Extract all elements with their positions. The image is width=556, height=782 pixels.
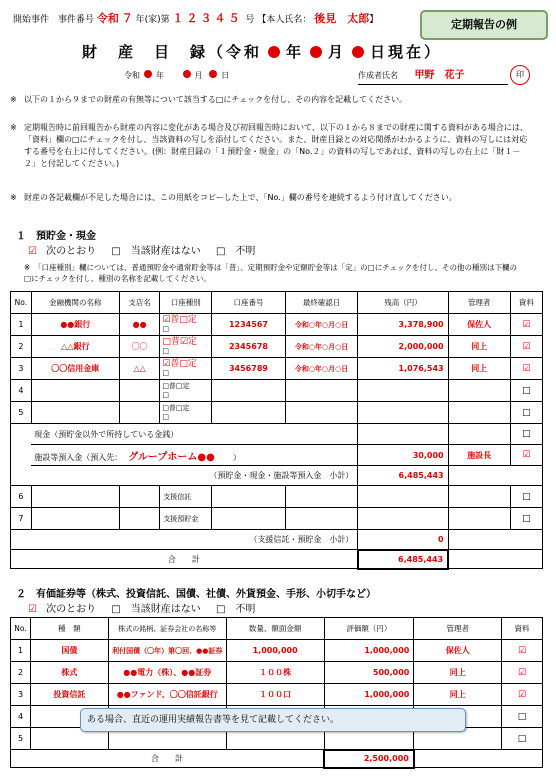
type-checkbox: □普☑定 [162, 336, 197, 347]
row-no: 4 [11, 706, 31, 728]
manager[interactable] [448, 380, 510, 402]
table-row [11, 402, 543, 424]
type-other-checkbox: □ [162, 390, 169, 399]
option-unknown[interactable]: □ 不明 [215, 246, 256, 257]
case-label: 開始事件 事件番号 [13, 15, 95, 25]
valuation: 500,000 [324, 662, 414, 684]
account-number: 1234567 [212, 314, 286, 336]
type-other-checkbox: □ [162, 412, 169, 421]
account-number[interactable] [212, 380, 286, 402]
table-header [11, 618, 543, 640]
date-day: 日 [221, 71, 230, 80]
col-header: 支店名 [119, 292, 159, 314]
document-checkbox[interactable]: ☑ [510, 314, 542, 336]
note-2 [10, 122, 530, 170]
type-checkbox: ☑普□定 [162, 358, 197, 369]
branch-name: ●● [119, 314, 159, 336]
account-type[interactable] [160, 358, 212, 380]
section2-options [28, 600, 255, 615]
manager: 保佐人 [448, 314, 510, 336]
branch-name: 〇〇 [119, 336, 159, 358]
security-kind: 株式 [30, 662, 108, 684]
note-mark: ※ [10, 95, 17, 104]
red-dot-icon [352, 46, 364, 58]
branch-name[interactable] [119, 402, 159, 424]
document-checkbox[interactable]: □ [502, 706, 543, 728]
author-name: 甲野 花子 [414, 70, 465, 81]
col-header: 株式の銘柄、証券会社の名称等 [108, 618, 226, 640]
note-text: 財産の各記載欄が不足した場合には、この用紙をコピーした上で、「No.」欄の番号を連続するよう付け直してください。 [24, 193, 457, 202]
note-text: 定期報告時に前回報告から財産の内容に変化がある場合及び初回報告時において、以下の１から８までの財産に関する資料がある場合には、「資料」欄の□にチェックを付し、当該資料の写しを添付してください。また、財産目録との対応関係がわかるように、資料の写しには対応する番号を右上に付してください。(例：財産目録の「１預貯金・現金」の「No.２」の資料の写しであれば、資料の写しの右上に「財１－２」と付記してください。) [24, 123, 528, 168]
type-checkbox: □普□定 [162, 403, 190, 412]
red-dot-icon [183, 70, 191, 78]
manager[interactable] [448, 402, 510, 424]
case-header [13, 10, 378, 26]
last-checked-date[interactable] [285, 380, 358, 402]
table-row [11, 380, 543, 402]
table-row [11, 336, 543, 358]
date-year: 年 [156, 71, 164, 80]
col-header: 金融機関の名称 [31, 292, 119, 314]
note-3 [10, 192, 530, 204]
total-amount: 6,485,443 [358, 550, 448, 569]
manager: 同上 [414, 684, 502, 706]
security-name: ●●電力（株）、●●証券 [108, 662, 226, 684]
balance: 2,000,000 [358, 336, 448, 358]
bank-name: ●●銀行 [31, 314, 119, 336]
court-label: 年(家)第 [135, 15, 170, 25]
table-row: 7 支援預貯金 □ [11, 508, 543, 530]
close-bracket: 】 [369, 15, 379, 25]
total-row [11, 750, 543, 768]
branch-name: △△ [119, 358, 159, 380]
col-header: 口座種別 [160, 292, 212, 314]
security-kind: 国債 [30, 640, 108, 662]
case-year: ７ [121, 12, 133, 25]
facility-manager: 施設長 [448, 445, 510, 466]
col-header: No. [11, 618, 31, 640]
option-present: 次のとおり [46, 604, 97, 615]
hint-tooltip: ある場合、直近の運用実績報告書等を見て記載してください。 [80, 708, 466, 732]
type-checkbox: □普□定 [162, 381, 190, 390]
account-type[interactable] [160, 380, 212, 402]
total-row [11, 550, 543, 569]
col-header: 管理者 [414, 618, 502, 640]
col-header: No. [11, 292, 32, 314]
table-row [11, 358, 543, 380]
document-checkbox[interactable]: ☑ [502, 640, 543, 662]
account-number[interactable] [212, 402, 286, 424]
page-title [82, 41, 442, 62]
account-type[interactable] [160, 314, 212, 336]
manager: 保佐人 [414, 640, 502, 662]
type-checkbox: ☑普□定 [162, 314, 197, 325]
subtotal1-amount: 6,485,443 [358, 466, 448, 486]
person-label: 【本人氏名： [257, 15, 312, 25]
bank-name[interactable] [31, 380, 119, 402]
last-checked-date[interactable] [285, 402, 358, 424]
manager: 同上 [414, 662, 502, 684]
note-text: 以下の１から９までの財産の有無等について該当する□にチェックを付し、その内容を記載してください。 [24, 95, 408, 104]
red-dot-icon [144, 70, 152, 78]
balance[interactable] [358, 402, 448, 424]
report-example-badge: 定期報告の例 [420, 10, 548, 40]
subtotal2-amount: 0 [358, 530, 448, 550]
table-row [11, 684, 543, 706]
table-row [11, 314, 543, 336]
author-line [358, 66, 465, 81]
section1-note: ※ 「口座種別」欄については、普通預貯金や通常貯金等は「普」、定期預貯金や定額貯金等は「定」の□にチェックを付し、その他の種別は下欄の□にチェックを付し、種別の名称を記載してください。 [24, 263, 517, 283]
section1-title: １ 預貯金・現金 [16, 231, 96, 242]
row-no: 4 [11, 380, 32, 402]
type-other-checkbox: □ [162, 368, 169, 377]
option-none[interactable]: □ 当該財産はない [111, 604, 201, 615]
checkbox-checked-icon[interactable]: ☑ [28, 246, 37, 257]
title-main: 財 産 目 録（令和 [82, 43, 263, 61]
bank-name[interactable] [31, 402, 119, 424]
security-kind: 投資信託 [30, 684, 108, 706]
red-dot-icon [310, 46, 322, 58]
col-header: 評価額（円） [324, 618, 414, 640]
type-other-checkbox: □ [162, 324, 169, 333]
col-header: 残高（円） [358, 292, 448, 314]
col-header: 口座番号 [212, 292, 286, 314]
col-header: 数量、額面金額 [226, 618, 324, 640]
facility-label: 施設等預入金（預入先： [34, 452, 123, 462]
facility-close: ） [232, 452, 241, 462]
document-checkbox[interactable]: □ [510, 424, 542, 445]
col-header: 管理者 [448, 292, 510, 314]
support-trust-label: 支援信託 [160, 486, 212, 508]
seal-mark: 印 [510, 65, 530, 85]
security-name: 利付国債（〇年）第〇回、●●証券 [108, 640, 226, 662]
section1-options [28, 242, 255, 257]
deposit-table [10, 291, 543, 570]
quantity: １００口 [226, 684, 324, 706]
bank-name: 〇〇信用金庫 [31, 358, 119, 380]
col-header: 資料 [502, 618, 543, 640]
row-no: 1 [11, 314, 32, 336]
date-line [124, 70, 229, 81]
checkbox-checked-icon[interactable]: ☑ [28, 604, 37, 615]
note-1 [10, 94, 530, 106]
row-no: 6 [11, 486, 32, 508]
row-no: 1 [11, 640, 31, 662]
bank-name: △△銀行 [31, 336, 119, 358]
balance: 1,076,543 [358, 358, 448, 380]
subtotal1-label: （預貯金・現金・施設等預入金 小計） [31, 466, 358, 486]
title-month: 月 [328, 43, 347, 61]
branch-name[interactable] [119, 380, 159, 402]
go-label: 号 [245, 15, 255, 25]
valuation: 1,000,000 [324, 640, 414, 662]
red-dot-icon [209, 70, 217, 78]
total-label: 合 計 [11, 750, 325, 768]
row-no: 5 [11, 728, 31, 750]
col-header: 最終確認日 [285, 292, 358, 314]
title-year: 年 [286, 43, 305, 61]
case-number: １２３４５ [172, 12, 243, 25]
total-amount: 2,500,000 [324, 750, 414, 768]
subtotal1-row [11, 466, 543, 486]
balance[interactable] [358, 380, 448, 402]
account-number: 3456789 [212, 358, 286, 380]
account-type[interactable] [160, 402, 212, 424]
note-mark: ※ [10, 123, 17, 132]
manager: 同上 [448, 358, 510, 380]
facility-deposit [31, 445, 358, 466]
cash-label: 現金（預貯金以外で所持している金銭） [31, 424, 358, 445]
row-no: 5 [11, 402, 32, 424]
account-type[interactable] [160, 336, 212, 358]
document-checkbox[interactable]: ☑ [510, 445, 542, 466]
document-checkbox[interactable]: □ [510, 380, 542, 402]
subtotal2-label: （支援信託・預貯金 小計） [31, 530, 358, 550]
document-checkbox[interactable]: ☑ [510, 358, 542, 380]
table-row: 6 支援信託 □ [11, 486, 543, 508]
type-other-checkbox: □ [162, 346, 169, 355]
era: 令和 [96, 12, 119, 25]
document-checkbox[interactable]: □ [502, 728, 543, 750]
table-row [11, 662, 543, 684]
col-header: 資料 [510, 292, 542, 314]
author-label: 作成者氏名 [358, 71, 398, 80]
document-checkbox[interactable]: ☑ [502, 662, 543, 684]
author-underline [358, 84, 508, 85]
document-checkbox[interactable]: ☑ [510, 336, 542, 358]
cash-row [11, 424, 543, 445]
total-label: 合 計 [11, 550, 358, 569]
valuation: 1,000,000 [324, 684, 414, 706]
row-no: 3 [11, 684, 31, 706]
last-checked-date: 令和○年○月○日 [285, 336, 358, 358]
last-checked-date: 令和○年○月○日 [285, 314, 358, 336]
facility-amount: 30,000 [358, 445, 448, 466]
red-dot-icon [268, 46, 280, 58]
table-row [11, 640, 543, 662]
quantity: １００株 [226, 662, 324, 684]
document-checkbox[interactable]: □ [510, 402, 542, 424]
row-no: 2 [11, 662, 31, 684]
security-name: ●●ファンド、〇〇信託銀行 [108, 684, 226, 706]
balance: 3,378,900 [358, 314, 448, 336]
option-unknown[interactable]: □ 不明 [215, 604, 256, 615]
subtotal2-row [11, 530, 543, 550]
col-header: 種 類 [30, 618, 108, 640]
facility-row [11, 445, 543, 466]
table-header [11, 292, 543, 314]
document-checkbox[interactable]: ☑ [502, 684, 543, 706]
title-day: 日現在） [370, 43, 443, 61]
row-no: 2 [11, 336, 32, 358]
quantity: 1,000,000 [226, 640, 324, 662]
note-mark: ※ [10, 193, 17, 202]
section2-title: ２ 有価証券等（株式、投資信託、国債、社債、外貨預金、手形、小切手など） [16, 589, 376, 600]
support-deposit-label: 支援預貯金 [160, 508, 212, 530]
row-no: 3 [11, 358, 32, 380]
account-number: 2345678 [212, 336, 286, 358]
date-era: 令和 [124, 71, 140, 80]
option-none[interactable]: □ 当該財産はない [111, 246, 201, 257]
securities-table [10, 617, 543, 769]
date-month: 月 [194, 71, 203, 80]
person-name: 後見 太郎 [314, 12, 370, 25]
option-present: 次のとおり [46, 246, 97, 257]
facility-name: グループホーム●● [128, 451, 215, 463]
last-checked-date: 令和○年○月○日 [285, 358, 358, 380]
row-no: 7 [11, 508, 32, 530]
manager: 同上 [448, 336, 510, 358]
